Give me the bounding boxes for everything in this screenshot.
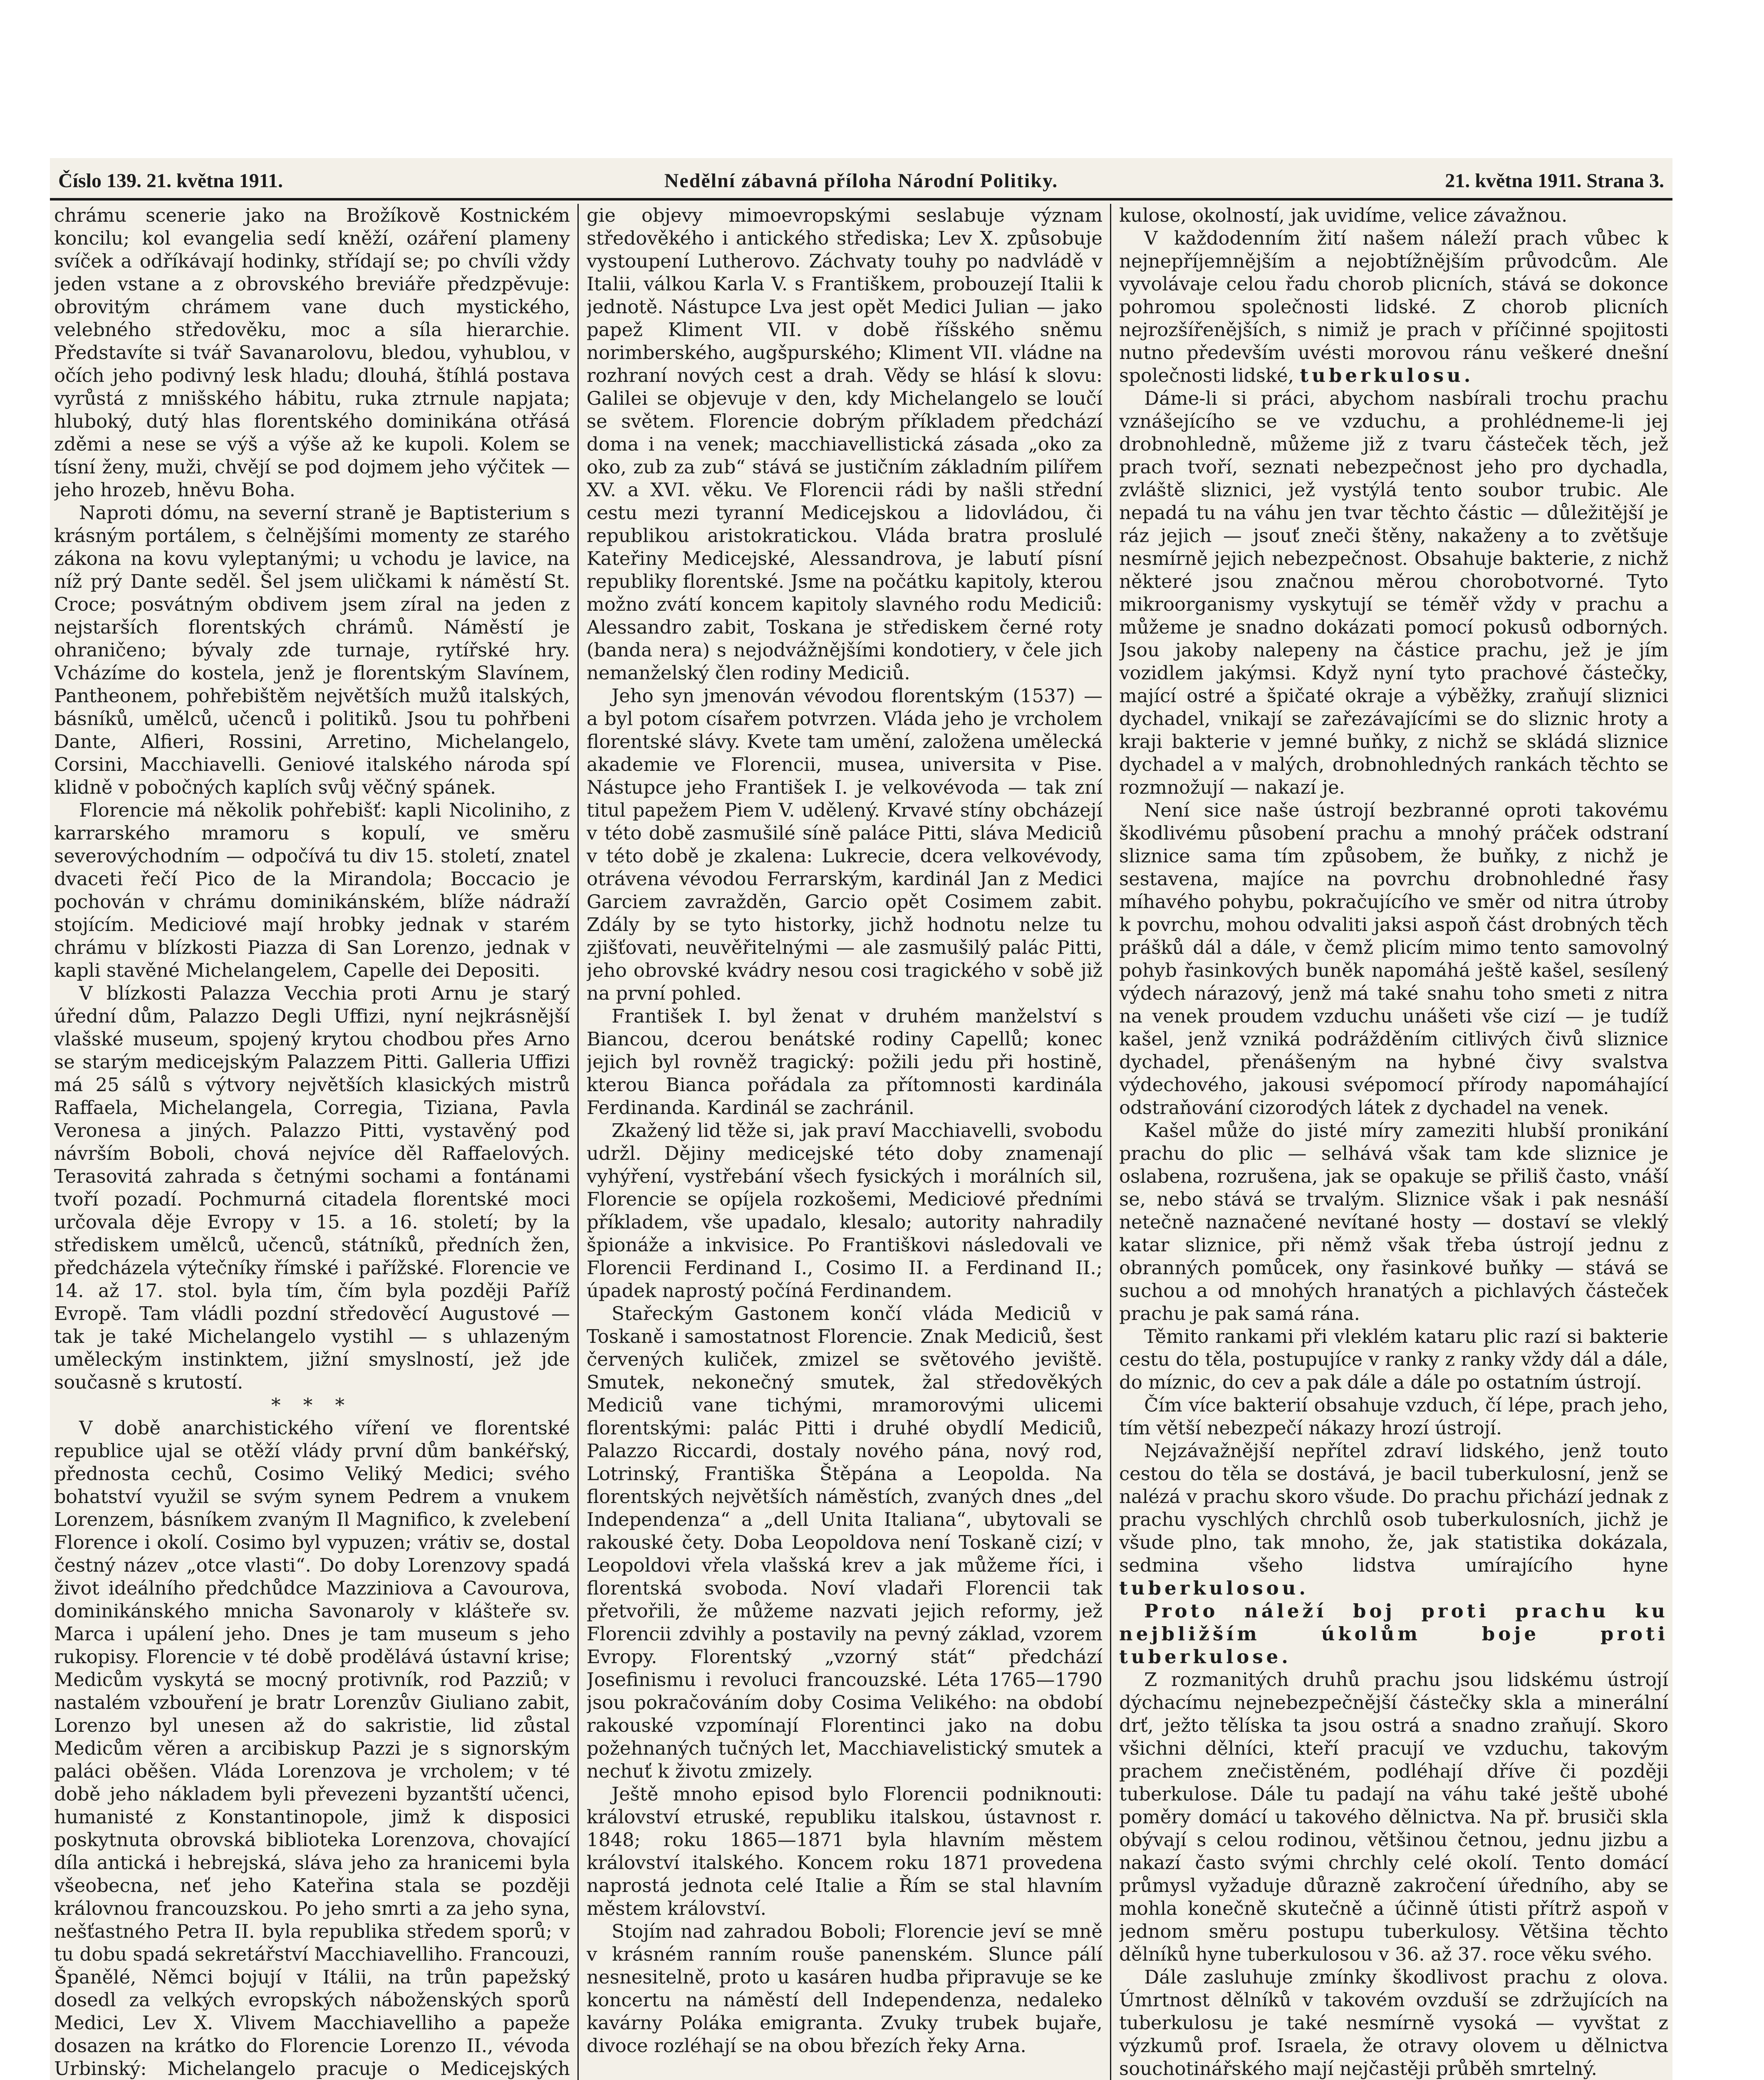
paragraph: Stojím nad zahradou Boboli; Florencie jeví se mně v krásném ranním rouše panenském. Slunce pálí nesnesitelně, proto u kasáren hudba připravuje se ke koncertu na náměstí dell Independenza, nedaleko kavárny Poláka emigranta. Zvuky trubek bujaře, divoce rozléhají se na obou březích řeky Arna. (587, 1920, 1102, 2057)
publication-title: Nedělní zábavná příloha Národní Politiky. (664, 170, 1058, 192)
newspaper-page (50, 158, 1672, 2080)
column-1 (54, 204, 570, 2080)
paragraph: Stařeckým Gastonem končí vláda Mediciů v Toskaně i samostatnost Florencie. Znak Mediciů, šest červených kuliček, zmizel se světového jeviště. Smutek, nekonečný smutek, žal středověkých Mediciů vane tichými, mramorovými ulicemi florentskými: palác Pitti i druhé obydlí Mediciů, Palazzo Riccardi, dostaly nového pána, nový rod, Lotrinský, Františka Štěpána a Leopolda. Na florentských největších náměstích, zvaných dnes „del Independenza“ a „dell Unita Italiana“, ubytovali se rakouské čety. Doba Leopoldova není Toskaně cizí; v Leopoldovi vřela vlašská krev a jak můžeme říci, i florentská svoboda. Noví vladaři Florencii tak přetvořili, že můžeme nazvati jejich reformy, jež Florencii zdvihly a postavily na pevný základ, vzorem Evropy. Florentský „vzorný stát“ předchází Josefinismu i revoluci francouzské. Léta 1765—1790 jsou pokračováním doby Cosima Velikého: na období rakouské vzpomínají Florentinci jako na dobu požehnaných tučných let, Macchiavelistický smutek a nechuť k životu zmizely. (587, 1302, 1102, 1782)
paragraph: Naproti dómu, na severní straně je Baptisterium s krásným portálem, s čelnějšími momenty ze starého zákona na kovu vyleptanými; u vchodu je lavice, na níž prý Dante seděl. Šel jsem uličkami k náměstí St. Croce; posvátným obdivem jsem zíral na jeden z nejstarších florentských chrámů. Náměstí je ohraničeno; bývaly zde turnaje, rytířské hry. Vcházíme do kostela, jenž je florentským Slavínem, Pantheonem, pohřebištěm největších mužů italských, básníků, umělců, učenců i politiků. Jsou tu pohřbeni Dante, Alfieri, Rossini, Arretino, Michelangelo, Corsini, Macchiavelli. Geniové italského národa spí klidně v pobočných kaplích svůj věčný spánek. (54, 502, 570, 798)
paragraph: Není sice naše ústrojí bezbranné oproti takovému škodlivému působení prachu a mnohý práček odstraní sliznice sama tím způsobem, že buňky, z nichž je sestavena, majíce na povrchu drobnohledné řasy míhavého pohybu, pokračujícího ve směr od nitra útroby k povrchu, mohou odvaliti jaksi aspoň část drobných těch prášků dál a dále, v čemž plicím mimo tento samovolný pohyb řasinkových buněk napomáhá ještě kašel, sesílený výdech nárazový, jenž má také snahu toho smeti z nitra na venek proudem vzduchu unášeti vše cizí — je tudíž kašel, jenž vzniká podrážděním citlivých čivů sliznice dychadel, přenášeným na hybné čivy svalstva výdechového, jakousi svépomocí přírody napomáhající odstraňování cizorodých látek z dychadel na venek. (1119, 799, 1668, 1119)
paragraph: chrámu scenerie jako na Brožíkově Kostnickém koncilu; kol evangelia sedí kněží, ozáření plameny svíček a odříkávají hodinky, střídají se; po chvíli vždy jeden vstane a z obrovského breviáře předzpěvuje: obrovitým chrámem vane duch mystického, velebného středověku, moc a síla hierarchie. Představíte si tvář Savanarolovu, bledou, vyhublou, v očích jeho podivný lesk hladu; dlouhá, štíhlá postava vyrůstá z mnišského hábitu, ruka ztrnule napjata; hluboký, dutý hlas florentského dominikána otřásá zděmi a nese se výš a výše až ke kupoli. Kolem se tísní ženy, muži, chvějí se pod dojmem jeho výčitek — jeho hrozeb, hněvu Boha. (54, 204, 570, 501)
column-3 (1119, 204, 1668, 2080)
paragraph: Florencie má několik pohřebišť: kapli Nicoliniho, z karrarského mramoru s kopulí, ve směru severovýchodním — odpočívá tu div 15. století, znatel dvaceti řečí Pico de la Mirandola; Boccacio je pochován v chrámu dominikánském, blíže nádraží stojícím. Mediciové mají hrobky jednak v starém chrámu v blízkosti Piazza di San Lorenzo, jednak v kapli stavěné Michelangelem, Capelle dei Depositi. (54, 799, 570, 981)
paragraph: Čím více bakterií obsahuje vzduch, čí lépe, prach jeho, tím větší nebezpečí nákazy hrozí ústrojí. (1119, 1394, 1668, 1439)
section-break: * * * (271, 1394, 353, 1416)
column-divider (577, 204, 579, 2080)
paragraph: Zkažený lid těže si, jak praví Macchiavelli, svobodu udržl. Dějiny medicejské této doby znamenají vyhýření, vystřebání všech fysických i morálních sil, Florencie se opíjela rozkošemi, Mediciové předními příkladem, vše upadalo, klesalo; autority nahradily špionáže a inkvisice. Po Františkovi následovali ve Florencii Ferdinand I., Cosimo II. a Ferdinand II.; úpadek naprostý počíná Ferdinandem. (587, 1119, 1102, 1302)
page-header (50, 166, 1672, 196)
paragraph (1119, 227, 1668, 387)
paragraph (1119, 1439, 1668, 1600)
page-number: 21. května 1911. Strana 3. (1445, 170, 1664, 192)
paragraph: gie objevy mimoevropskými seslabuje význam středověkého i antického střediska; Lev X. způsobuje vystoupení Lutherovo. Záchvaty touhy po nadvládě v Italii, válkou Karla V. s Františkem, probouzejí Italii k jednotě. Nástupce Lva jest opět Medici Julian — jako papež Kliment VII. v době říšského sněmu norimberského, augšpurského; Kliment VII. vládne na rozhraní nových cest a drah. Vědy se hlásí k slovu: Galilei se objevuje v den, kdy Michelangelo se loučí se světem. Florencie dobrým příkladem předchází doma i na venek; macchiavellistická zásada „oko za oko, zub za zub“ stává se justičním základním pilířem XV. a XVI. věku. Ve Florencii rádi by našli střední cestu mezi tyranní Medicejskou a lidovládou, či republikou aristokratickou. Vláda bratra proslulé Kateřiny Medicejské, Alessandrova, je labutí písní republiky florentské. Jsme na počátku kapitoly, kterou možno zvátí koncem kapitoly slavného rodu Mediciů: Alessandro zabit, Toskana je střediskem černé roty (banda nera) s nejodvážnějšími kondotiery, v čele jich nemanželský člen rodiny Mediciů. (587, 204, 1102, 684)
paragraph-text: V každodenním žití našem náleží prach vůbec k nejnepříjemnějším a nejobtížnějším průvodcům. Ale vyvolávaje celou řadu chorob plicních, stává se dokonce pohromou společnosti lidské. Z chorob plicních nejrozšířenějších, s nimiž je prach v příčinné spojitosti nutno především uvésti morovou ránu veškeré dnešní společnosti lidské, (1119, 227, 1668, 386)
spaced-term: tuberkulosou. (1119, 1577, 1309, 1599)
column-2 (587, 204, 1102, 2080)
column-divider (1110, 204, 1111, 2080)
paragraph: František I. byl ženat v druhém manželství s Biancou, dcerou benátské rodiny Capellů; konec jejich byl rovněž tragický: požili jedu při hostině, kterou Bianca pořádala za přítomnosti kardinála Ferdinanda. Kardinál se zachránil. (587, 1005, 1102, 1119)
paragraph: Dále zasluhuje zmínky škodlivost prachu z olova. Úmrtnost dělníků v takovém ovzduší se zdržujících na tuberkulosu je také nesmírně vysoká — vyvštat z výzkumů prof. Israela, že otravy olovem u dělnictva souchotinářského mají nejčastěji průběh smrtelný. (1119, 1966, 1668, 2080)
paragraph: V blízkosti Palazza Vecchia proti Arnu je starý úřední dům, Palazzo Degli Uffizi, nyní nejkrásnější vlašské museum, spojený krytou chodbou přes Arno se starým medicejským Palazzem Pitti. Galleria Uffizi má 25 sálů s výtvory největších klasických mistrů Raffaela, Michelangela, Corregia, Tiziana, Pavla Veronesa a jiných. Palazzo Pitti, vystavěný pod návrším Boboli, chová nejvíce děl Raffaelových. Terasovitá zahrada s četnými sochami a fontánami tvoří pozadí. Pochmurná citadela florentské moci určovala děje Evropy v 15. a 16. století; by la střediskem umělců, učenců, státníků, předních žen, předcházela výtečníky římské i pařížské. Florencie ve 14. až 17. stol. byla tím, čím byla později Paříž Evropě. Tam vládli pozdní středověcí Augustové — tak je také Michelangelo vystihl — s uhlazeným uměleckým instinktem, jižní smyslností, jež jde současně s krutostí. (54, 982, 570, 1393)
paragraph: Ještě mnoho episod bylo Florencii podniknouti: království etruské, republiku italskou, ústavnost r. 1848; roku 1865—1871 byla hlavním městem království italského. Koncem roku 1871 provedena naprostá jednota celé Italie a Řím se stal hlavním městem království. (587, 1783, 1102, 1919)
issue-date: Číslo 139. 21. května 1911. (58, 170, 283, 192)
header-rule (50, 198, 1672, 201)
paragraph: V době anarchistického víření ve florentské republice ujal se otěží vlády první dům bankéřský, přednosta cechů, Cosimo Veliký Medici; svého bohatství využil se svým synem Pedrem a vnukem Lorenzem, básníkem zvaným Il Magnifico, k zvelebení Florence i okolí. Cosimo byl vypuzen; vrátiv se, dostal čestný název „otce vlasti“. Do doby Lorenzovy spadá život ideálního předchůdce Mazziniova a Cavourova, dominikánského mnicha Savonaroly v klášteře sv. Marca i upálení jeho. Dnes je tam museum s jeho rukopisy. Florencie v té době prodělává ústavní krise; Medicům vyskytá se mocný protivník, rod Pazziů; v nastalém vzbouření je bratr Lorenzův Giuliano zabit, Lorenzo byl unesen až do sakristie, lid zůstal Medicům věren a arcibiskup Pazzi je s signorským paláci oběšen. Vláda Lorenzova je vrcholem; v té době jeho nákladem byli převezeni byzantští učenci, humanisté z Konstantinopole, jimž k disposici poskytnuta obrovská biblioteka Lorenzova, chovající díla antická i hebrejská, sláva jeho za hranicemi byla všeobecna, neť jeho Kateřina stala se později královnou francouzskou. Po jeho smrti a za jeho syna, nešťastného Petra II. byla republika středem sporů; v tu dobu spadá sekretářství Macchiavelliho. Francouzi, Španělé, Němci bojují v Itálii, na trůn papežský dosedl za velkých evropských náboženských sporů Medici, Lev X. Vlivem Macchiavelliho a papeže dosazen na krátko do Florencie Lorenzo II., vévoda Urbinský: Michelangelo pracuje o Medicejských (54, 1417, 570, 2080)
paragraph: Proto náleží boj proti prachu ku nejbližším úkolům boje proti tuberkulose. (1119, 1600, 1668, 1668)
paragraph: kulose, okolností, jak uvidíme, velice závažnou. (1119, 204, 1568, 226)
paragraph: Těmito rankami při vleklém kataru plic razí si bakterie cestu do těla, postupujíce v ranky z ranky vždy dál a dále, do míznic, do cev a pak dále a dále po ostatním ústrojí. (1119, 1325, 1668, 1393)
paragraph: Jeho syn jmenován vévodou florentským (1537) — a byl potom císařem potvrzen. Vláda jeho je vrcholem florentské slávy. Kvete tam umění, založena umělecká akademie ve Florencii, musea, universita v Pise. Nástupce jeho František I. je velkovévoda — tak zní titul papežem Piem V. udělený. Krvavé stíny obcházejí v této době zasmušilé síně paláce Pitti, sláva Mediciů v této době je zkalena: Lukrecie, dcera velkovévody, otrávena vévodou Ferrarským, kardinál Jan z Medici Garciem zavražděn, Garcio opět Cosimem zabit. Zdály by se tyto historky, jichž hodnotu nelze tu zjišťovati, neuvěřitelnými — ale zasmušilý palác Pitti, jeho obrovské kvádry nesou cosi tragického v sobě již na první pohled. (587, 685, 1102, 1004)
paragraph: Kašel může do jisté míry zameziti hlubší pronikání prachu do plic — selhává však tam kde sliznice je oslabena, rozrušena, jak se opakuje se přiliš často, vnáší se, nebo stává se trvalým. Sliznice však i pak nesnáší netečně naznačené nevítané hosty — dostaví se vleklý katar sliznice, při němž však třeba ústrojí jednu z obranných pomůcek, ony řasinkové buňky — stává se suchou a od mnohých hranatých a pichlavých částeček prachu je pak samá rána. (1119, 1119, 1668, 1325)
spaced-term: tuberkulosu. (1300, 364, 1474, 386)
paragraph-text: Nejzávažnější nepřítel zdraví lidského, jenž touto cestou do těla se dostává, je bacil tuberkulosní, jenž se nalézá v prachu skoro všude. Do prachu přichází jednak z prachu vyschlých chrchlů osob tuberkulosních, jichž je všude plno, tak mnoho, že, jak statistika dokázala, sedmina všeho lidstva umírajícího hyne (1119, 1440, 1668, 1576)
paragraph: Dáme-li si práci, abychom nasbírali trochu prachu vznášejícího se ve vzduchu, a prohlédneme-li jej drobnohledně, můžeme již z tvaru částeček těch, jež prach tvoří, seznati nebezpečnost jeho pro dychadla, zvláště sliznici, jež vystýlá tento soubor trubic. Ale nepadá tu na váhu jen tvar těchto částic — důležitější je ráz jejich — jsouť zneči štěny, nakaženy a to zvětšuje nesmírně jejich nebezpečnost. Obsahuje bakterie, z nichž některé jsou značnou měrou chorobotvorné. Tyto mikroorganismy vyskytují se téměř vždy v prachu a můžeme je snadno dokázati pomocí pokusů odborných. Jsou jakoby nalepeny na částice prachu, jež je jím vozidlem jakýmsi. Když nyní tyto prachové částečky, mající ostré a špičaté okraje a výběžky, zraňují sliznici dychadel, vnikají se zařezávajícími se do sliznic hroty a kraji bakterie v jemné buňky, z nichž se skládá sliznice dychadel a v malých, drobnohledných rankách těchto se rozmnožují — nakazí je. (1119, 387, 1668, 798)
paragraph: Z rozmanitých druhů prachu jsou lidskému ústrojí dýchacímu nejnebezpečnější částečky skla a minerální drť, ježto tělíska ta jsou ostrá a snadno zraňují. Skoro všichni dělníci, kteří pracují ve vzduchu, takovým prachem znečistěném, podléhají dříve či později tuberkulose. Dále tu padají na váhu také ještě ubohé poměry domácí u takového dělnictva. Na př. brusiči skla obývají s celou rodinou, většinou četnou, jednu jizbu a nakazí často svými chrchly celé okolí. Tento domácí průmysl vyžaduje důrazně zakročení úředního, aby se mohla konečně skutečně a účinně útisti přítrž aspoň v jednom směru postupu tuberkulosy. Většina těchto dělníků hyne tuberkulosou v 36. až 37. roce věku svého. (1119, 1669, 1668, 1965)
